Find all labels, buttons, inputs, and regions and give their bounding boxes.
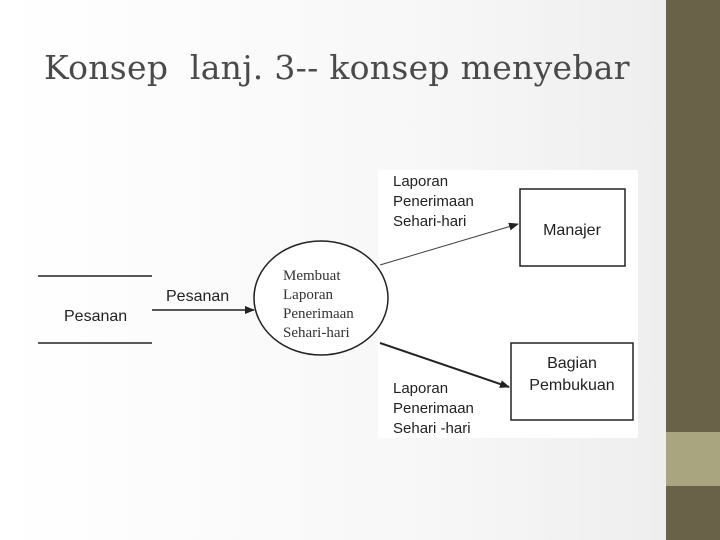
input-flow-label: Pesanan — [166, 288, 230, 305]
flow-to-manajer-label-line-3: Sehari-hari — [393, 213, 467, 230]
flow-to-pembukuan-label-line-2: Penerimaan — [393, 400, 474, 417]
flow-to-pembukuan-label-line-3: Sehari -hari — [393, 420, 471, 437]
process-label-line-1: Membuat — [283, 268, 341, 284]
process-label-line-4: Sehari-hari — [283, 325, 350, 341]
process-label-line-2: Laporan — [283, 287, 333, 303]
flow-to-manajer-arrow — [380, 224, 518, 265]
entity-pembukuan-label-line-2: Pembukuan — [529, 377, 615, 394]
slide-title: Konsep lanj. 3-- konsep menyebar — [44, 48, 630, 87]
flow-to-pembukuan-label-line-1: Laporan — [393, 380, 449, 397]
flow-to-manajer-label-line-2: Penerimaan — [393, 193, 474, 210]
data-store-label: Pesanan — [64, 308, 128, 325]
flow-to-manajer-label-line-1: Laporan — [393, 173, 449, 190]
entity-manajer-label: Manajer — [543, 222, 601, 239]
process-label-line-3: Penerimaan — [283, 306, 354, 322]
entity-pembukuan-label-line-1: Bagian — [547, 355, 597, 372]
